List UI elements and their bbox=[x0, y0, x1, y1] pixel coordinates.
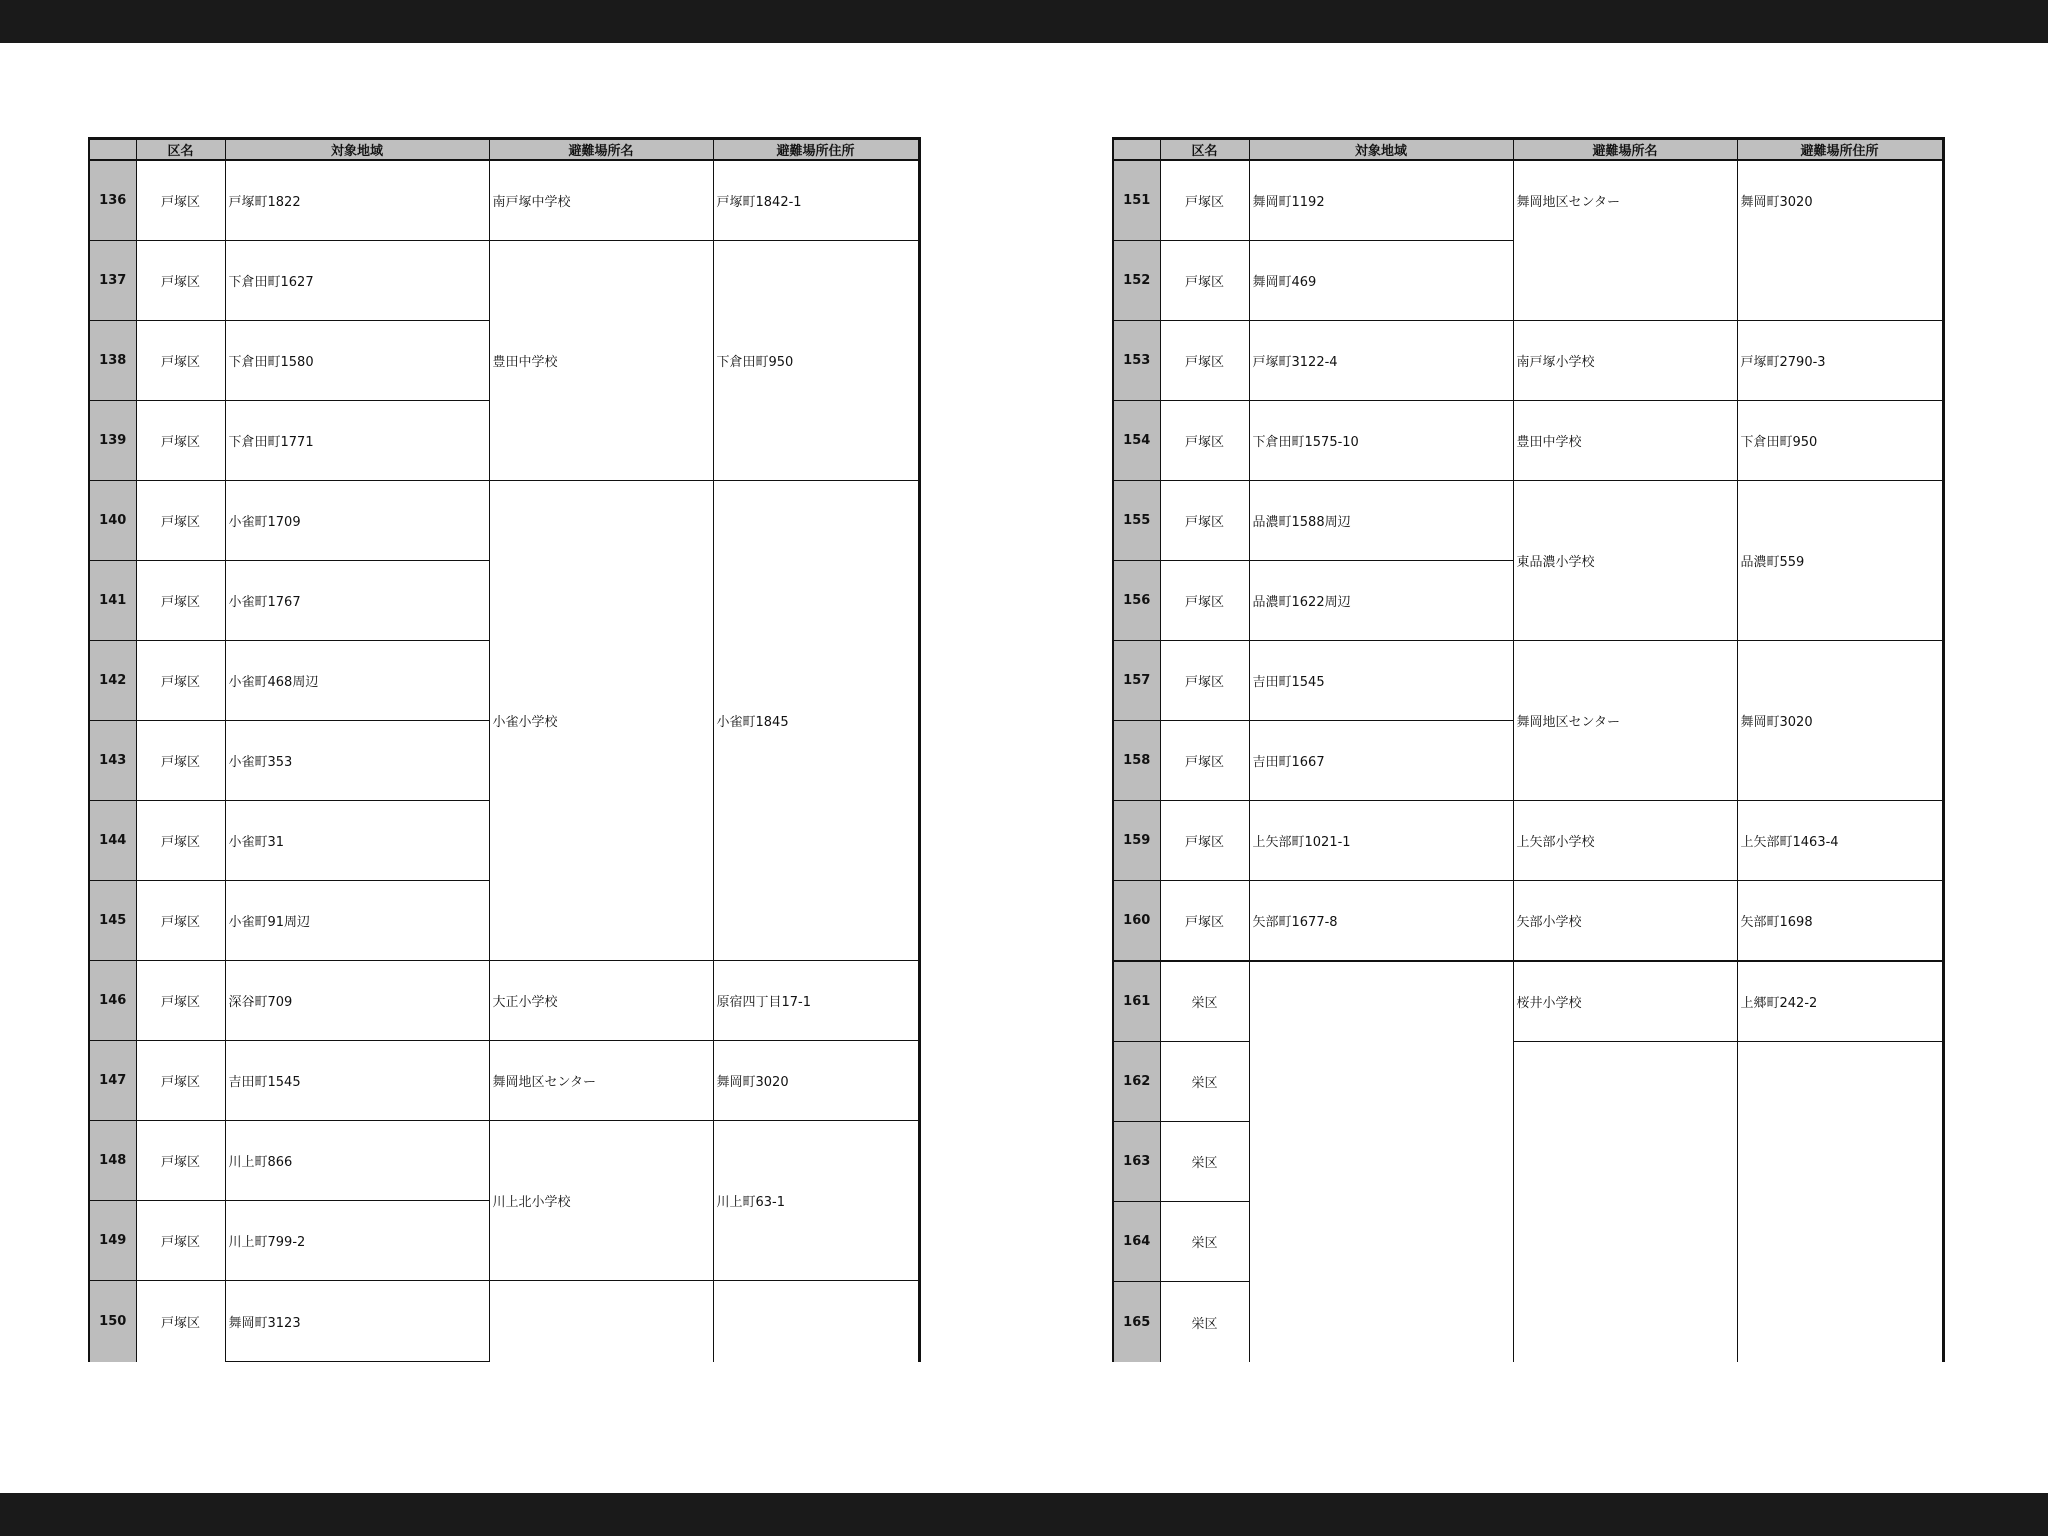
row-number: 165 bbox=[1113, 1282, 1160, 1363]
area-cell: 吉田町1545 bbox=[1249, 641, 1513, 721]
ward-cell: 戸塚区 bbox=[136, 1121, 225, 1201]
table-row bbox=[1113, 401, 1943, 481]
header-area: 対象地域 bbox=[225, 139, 489, 161]
ward-cell: 戸塚区 bbox=[136, 561, 225, 641]
ward-cell: 戸塚区 bbox=[136, 961, 225, 1041]
row-number: 140 bbox=[89, 481, 136, 561]
area-cell: 下倉田町1575-10 bbox=[1249, 401, 1513, 481]
row-number: 144 bbox=[89, 801, 136, 881]
row-number: 146 bbox=[89, 961, 136, 1041]
row-number: 149 bbox=[89, 1201, 136, 1281]
row-number: 160 bbox=[1113, 881, 1160, 962]
address-cell bbox=[1737, 1042, 1943, 1363]
address-cell: 小雀町1845 bbox=[713, 481, 919, 961]
table-row bbox=[89, 1041, 919, 1121]
ward-cell: 栄区 bbox=[1160, 1122, 1249, 1202]
shelter-cell: 南戸塚中学校 bbox=[489, 160, 713, 241]
ward-cell: 栄区 bbox=[1160, 1282, 1249, 1363]
area-cell: 矢部町1677-8 bbox=[1249, 881, 1513, 962]
row-number: 137 bbox=[89, 241, 136, 321]
area-cell: 上矢部町1021-1 bbox=[1249, 801, 1513, 881]
row-number: 162 bbox=[1113, 1042, 1160, 1122]
row-number: 156 bbox=[1113, 561, 1160, 641]
address-cell: 上郷町242-2 bbox=[1737, 961, 1943, 1042]
ward-cell: 栄区 bbox=[1160, 961, 1249, 1042]
table-row bbox=[89, 961, 919, 1041]
ward-cell: 戸塚区 bbox=[1160, 801, 1249, 881]
header-address: 避難場所住所 bbox=[713, 139, 919, 161]
header-no bbox=[89, 139, 136, 161]
ward-cell: 戸塚区 bbox=[136, 401, 225, 481]
row-number: 150 bbox=[89, 1281, 136, 1362]
shelter-cell: 南戸塚小学校 bbox=[1513, 321, 1737, 401]
table-row bbox=[1113, 160, 1943, 241]
table-row bbox=[1113, 481, 1943, 561]
viewer-bottom-bar bbox=[0, 1493, 2048, 1536]
ward-cell: 戸塚区 bbox=[1160, 641, 1249, 721]
table-row bbox=[1113, 641, 1943, 721]
area-cell: 小雀町1767 bbox=[225, 561, 489, 641]
area-cell: 下倉田町1580 bbox=[225, 321, 489, 401]
table-row bbox=[89, 481, 919, 561]
area-cell: 小雀町91周辺 bbox=[225, 881, 489, 961]
table-row bbox=[1113, 801, 1943, 881]
ward-cell: 戸塚区 bbox=[136, 1041, 225, 1121]
viewer-top-bar bbox=[0, 0, 2048, 43]
ward-cell: 戸塚区 bbox=[1160, 881, 1249, 962]
address-cell: 品濃町559 bbox=[1737, 481, 1943, 641]
ward-cell: 戸塚区 bbox=[136, 160, 225, 241]
row-number: 141 bbox=[89, 561, 136, 641]
area-cell: 舞岡町469 bbox=[1249, 241, 1513, 321]
area-cell: 品濃町1588周辺 bbox=[1249, 481, 1513, 561]
area-cell: 深谷町709 bbox=[225, 961, 489, 1041]
header-no bbox=[1113, 139, 1160, 161]
address-cell: 原宿四丁目17-1 bbox=[713, 961, 919, 1041]
shelter-cell bbox=[489, 1281, 713, 1362]
header-shelter: 避難場所名 bbox=[1513, 139, 1737, 161]
table-row bbox=[89, 1281, 919, 1362]
address-cell: 戸塚町1842-1 bbox=[713, 160, 919, 241]
table-row bbox=[1113, 961, 1943, 1042]
table-row bbox=[89, 241, 919, 321]
ward-cell: 戸塚区 bbox=[1160, 321, 1249, 401]
row-number: 158 bbox=[1113, 721, 1160, 801]
address-cell: 上矢部町1463-4 bbox=[1737, 801, 1943, 881]
area-cell: 小雀町31 bbox=[225, 801, 489, 881]
area-cell: 舞岡町1192 bbox=[1249, 160, 1513, 241]
area-cell: 小雀町468周辺 bbox=[225, 641, 489, 721]
shelter-cell: 川上北小学校 bbox=[489, 1121, 713, 1281]
row-number: 154 bbox=[1113, 401, 1160, 481]
address-cell bbox=[713, 1281, 919, 1362]
row-number: 164 bbox=[1113, 1202, 1160, 1282]
area-cell: 川上町866 bbox=[225, 1121, 489, 1201]
ward-cell: 栄区 bbox=[1160, 1042, 1249, 1122]
page-right bbox=[1112, 137, 1942, 1356]
row-number: 163 bbox=[1113, 1122, 1160, 1202]
shelter-cell bbox=[1513, 1042, 1737, 1363]
row-number: 147 bbox=[89, 1041, 136, 1121]
row-number: 148 bbox=[89, 1121, 136, 1201]
area-cell bbox=[1249, 961, 1513, 1362]
header-row bbox=[89, 139, 919, 161]
shelter-cell: 桜井小学校 bbox=[1513, 961, 1737, 1042]
row-number: 151 bbox=[1113, 160, 1160, 241]
shelter-cell: 舞岡地区センター bbox=[489, 1041, 713, 1121]
row-number: 153 bbox=[1113, 321, 1160, 401]
shelter-cell: 東品濃小学校 bbox=[1513, 481, 1737, 641]
header-address: 避難場所住所 bbox=[1737, 139, 1943, 161]
area-cell: 戸塚町3122-4 bbox=[1249, 321, 1513, 401]
row-number: 157 bbox=[1113, 641, 1160, 721]
ward-cell: 栄区 bbox=[1160, 1202, 1249, 1282]
row-number: 161 bbox=[1113, 961, 1160, 1042]
area-cell: 小雀町1709 bbox=[225, 481, 489, 561]
ward-cell: 戸塚区 bbox=[136, 881, 225, 961]
row-number: 136 bbox=[89, 160, 136, 241]
page-left bbox=[88, 137, 918, 1356]
header-ward: 区名 bbox=[1160, 139, 1249, 161]
ward-cell: 戸塚区 bbox=[136, 241, 225, 321]
shelter-cell: 豊田中学校 bbox=[489, 241, 713, 481]
ward-cell: 戸塚区 bbox=[1160, 160, 1249, 241]
area-cell: 下倉田町1627 bbox=[225, 241, 489, 321]
address-cell: 下倉田町950 bbox=[1737, 401, 1943, 481]
ward-cell: 戸塚区 bbox=[136, 721, 225, 801]
area-cell: 小雀町353 bbox=[225, 721, 489, 801]
ward-cell: 戸塚区 bbox=[1160, 561, 1249, 641]
area-cell: 川上町799-2 bbox=[225, 1201, 489, 1281]
row-number: 139 bbox=[89, 401, 136, 481]
address-cell: 川上町63-1 bbox=[713, 1121, 919, 1281]
header-shelter: 避難場所名 bbox=[489, 139, 713, 161]
table-row bbox=[1113, 881, 1943, 962]
header-area: 対象地域 bbox=[1249, 139, 1513, 161]
ward-cell: 戸塚区 bbox=[1160, 481, 1249, 561]
ward-cell: 戸塚区 bbox=[136, 1281, 225, 1362]
area-cell: 吉田町1545 bbox=[225, 1041, 489, 1121]
row-number: 155 bbox=[1113, 481, 1160, 561]
shelter-cell: 矢部小学校 bbox=[1513, 881, 1737, 962]
address-cell: 舞岡町3020 bbox=[1737, 641, 1943, 801]
area-cell: 品濃町1622周辺 bbox=[1249, 561, 1513, 641]
address-cell: 矢部町1698 bbox=[1737, 881, 1943, 962]
address-cell: 下倉田町950 bbox=[713, 241, 919, 481]
ward-cell: 戸塚区 bbox=[1160, 721, 1249, 801]
ward-cell: 戸塚区 bbox=[136, 1201, 225, 1281]
table-row bbox=[1113, 321, 1943, 401]
row-number: 143 bbox=[89, 721, 136, 801]
header-ward: 区名 bbox=[136, 139, 225, 161]
shelter-cell: 小雀小学校 bbox=[489, 481, 713, 961]
ward-cell: 戸塚区 bbox=[1160, 401, 1249, 481]
row-number: 145 bbox=[89, 881, 136, 961]
shelter-cell: 上矢部小学校 bbox=[1513, 801, 1737, 881]
ward-cell: 戸塚区 bbox=[136, 801, 225, 881]
area-cell: 下倉田町1771 bbox=[225, 401, 489, 481]
row-number: 138 bbox=[89, 321, 136, 401]
table-row bbox=[89, 160, 919, 241]
table-row bbox=[89, 1121, 919, 1201]
header-row bbox=[1113, 139, 1943, 161]
ward-cell: 戸塚区 bbox=[136, 641, 225, 721]
evacuation-table-right bbox=[1112, 137, 1945, 1362]
shelter-cell: 大正小学校 bbox=[489, 961, 713, 1041]
shelter-cell: 舞岡地区センター bbox=[1513, 160, 1737, 321]
area-cell: 戸塚町1822 bbox=[225, 160, 489, 241]
shelter-cell: 舞岡地区センター bbox=[1513, 641, 1737, 801]
ward-cell: 戸塚区 bbox=[136, 481, 225, 561]
table-row bbox=[1113, 1042, 1943, 1122]
address-cell: 舞岡町3020 bbox=[1737, 160, 1943, 321]
address-cell: 戸塚町2790-3 bbox=[1737, 321, 1943, 401]
row-number: 159 bbox=[1113, 801, 1160, 881]
address-cell: 舞岡町3020 bbox=[713, 1041, 919, 1121]
ward-cell: 戸塚区 bbox=[136, 321, 225, 401]
ward-cell: 戸塚区 bbox=[1160, 241, 1249, 321]
area-cell: 吉田町1667 bbox=[1249, 721, 1513, 801]
row-number: 142 bbox=[89, 641, 136, 721]
evacuation-table-left bbox=[88, 137, 921, 1362]
row-number: 152 bbox=[1113, 241, 1160, 321]
area-cell: 舞岡町3123 bbox=[225, 1281, 489, 1362]
shelter-cell: 豊田中学校 bbox=[1513, 401, 1737, 481]
